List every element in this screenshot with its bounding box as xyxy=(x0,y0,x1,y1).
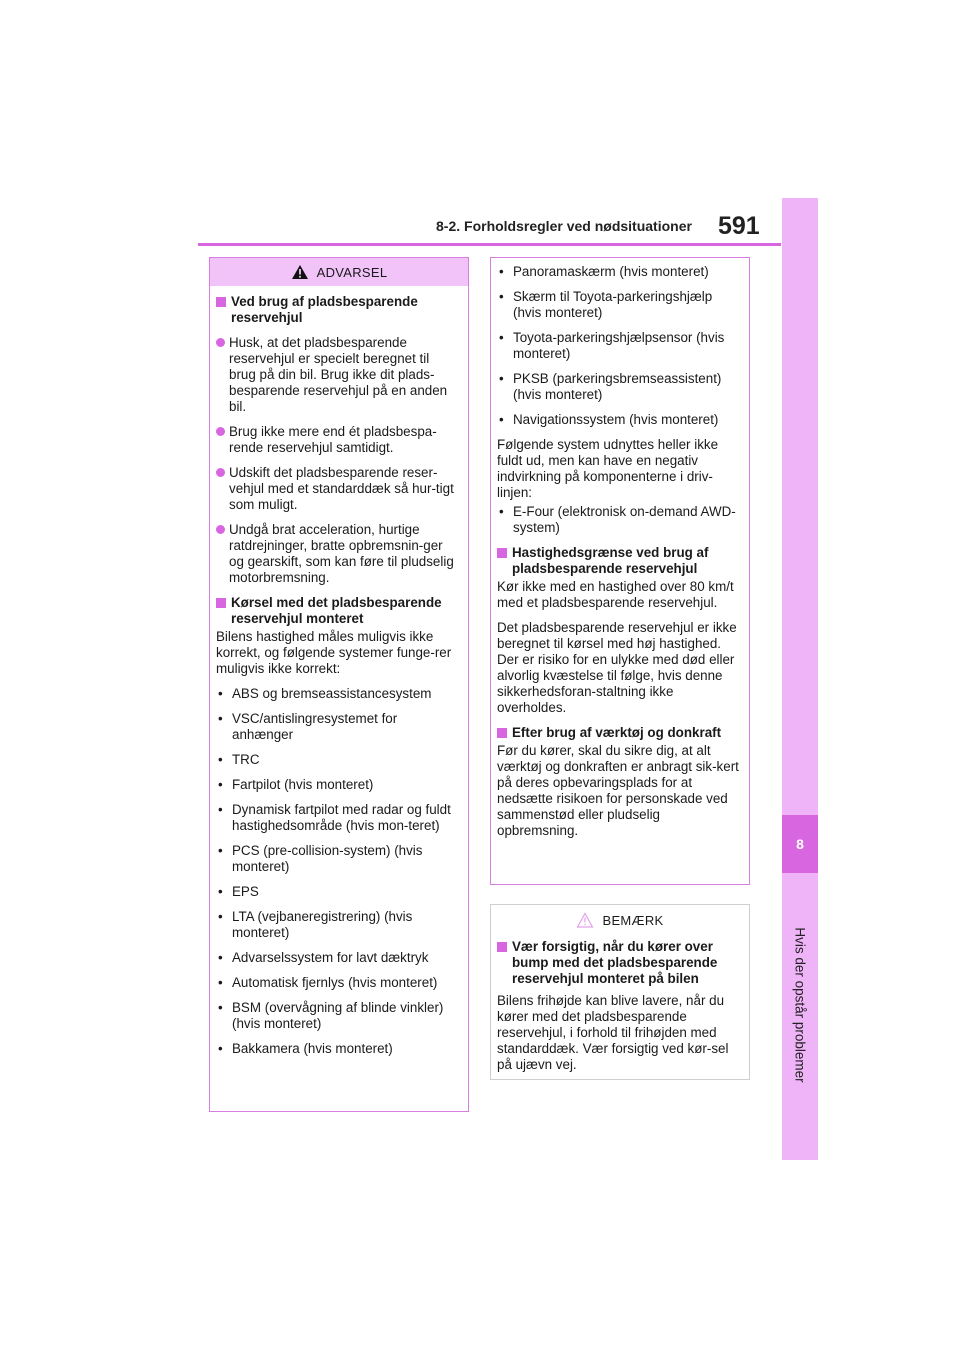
list-item: • VSC/antislingresystemet for anhænger xyxy=(218,711,398,742)
warning-header xyxy=(210,258,468,286)
warning-triangle-icon xyxy=(291,264,309,280)
paragraph: Bilens frihøjde kan blive lavere, når du kører med det pladsbesparende reservehjul, i forhold til frihøjden med standarddæk. Vær forsigtig ved kør-sel på ujævn vej. xyxy=(497,993,729,1072)
list-item: • E-Four (elektronisk on-demand AWD-system) xyxy=(499,504,736,535)
list-item: Udskift det pladsbesparende reser-vehjul med et standarddæk så hur-tigt som muligt. xyxy=(216,465,458,513)
section-heading: Kørsel med det pladsbesparende reservehjul monteret xyxy=(216,595,458,627)
square-bullet-icon xyxy=(497,942,507,952)
list-item: • EPS xyxy=(218,884,259,899)
section-heading: Ved brug af pladsbesparende reservehjul xyxy=(216,294,458,326)
list-item: • Bakkamera (hvis monteret) xyxy=(218,1041,393,1056)
notice-content xyxy=(491,935,749,1086)
list-item: Undgå brat acceleration, hurtige ratdrejninger, bratte opbremsnin-ger og gearskift, som kan føre til pludselig motorbremsning. xyxy=(216,522,458,586)
notice-title: BEMÆRK xyxy=(602,912,664,928)
paragraph: Før du kører, skal du sikre dig, at alt værktøj og donkraften er anbragt sik-kert på deres opbevaringsplads for at nedsætte risikoen for personskade ved sammenstød eller pludselig opbremsning. xyxy=(497,743,739,838)
list-item: • Navigationssystem (hvis monteret) xyxy=(499,412,719,427)
section-heading: Hastighedsgrænse ved brug af pladsbesparende reservehjul xyxy=(497,545,739,577)
page-number: 591 xyxy=(718,212,760,240)
square-bullet-icon xyxy=(497,728,507,738)
list-item: • Skærm til Toyota-parkeringshjælp (hvis monteret) xyxy=(499,289,713,320)
warning-box-continued xyxy=(490,257,750,885)
list-item: • Advarselssystem for lavt dæktryk xyxy=(218,950,429,965)
list-item: • TRC xyxy=(218,752,260,767)
notice-box xyxy=(490,904,750,1080)
list-item: Husk, at det pladsbesparende reservehjul er specielt beregnet til brug på din bil. Brug ikke dit plads-besparende reservehjul på en anden bil. xyxy=(216,335,458,415)
square-bullet-icon xyxy=(216,297,226,307)
round-bullet-icon xyxy=(216,468,225,477)
warning-content-continued xyxy=(491,258,749,852)
warning-content xyxy=(210,286,468,1070)
warning-title: ADVARSEL xyxy=(316,264,388,280)
header-rule xyxy=(198,243,781,246)
chapter-number: 8 xyxy=(782,815,818,873)
section-heading: Efter brug af værktøj og donkraft xyxy=(497,725,739,741)
warning-box xyxy=(209,257,469,1112)
round-bullet-icon xyxy=(216,427,225,436)
list-item: • PKSB (parkeringsbremseassistent) (hvis monteret) xyxy=(499,371,722,402)
list-item: • LTA (vejbaneregistrering) (hvis monteret) xyxy=(218,909,413,940)
list-item: • Automatisk fjernlys (hvis monteret) xyxy=(218,975,438,990)
list-item: • Toyota-parkeringshjælpsensor (hvis monteret) xyxy=(499,330,725,361)
paragraph: Bilens hastighed måles muligvis ikke korrekt, og følgende systemer funge-rer muligvis ikke korrekt: xyxy=(216,629,452,676)
round-bullet-icon xyxy=(216,525,225,534)
caution-triangle-icon xyxy=(576,912,594,928)
paragraph: Kør ikke med en hastighed over 80 km/t med et pladsbesparende reservehjul. xyxy=(497,579,734,610)
list-item: • BSM (overvågning af blinde vinkler) (hvis monteret) xyxy=(218,1000,444,1031)
section-heading: Vær forsigtig, når du kører over bump med det pladsbesparende reservehjul monteret på bilen xyxy=(497,939,739,987)
paragraph: Det pladsbesparende reservehjul er ikke beregnet til kørsel med høj hastighed. Der er risiko for en ulykke med død eller alvorlig kvæstelse til følge, hvis denne sikkerhedsforan-staltning ikke overholdes. xyxy=(497,620,737,715)
paragraph: Følgende system udnyttes heller ikke fuldt ud, men kan have en negativ indvirkning på komponenterne i driv-linjen: xyxy=(497,437,719,500)
square-bullet-icon xyxy=(216,598,226,608)
list-item: • Fartpilot (hvis monteret) xyxy=(218,777,374,792)
chapter-title: Hvis der opstår problemer xyxy=(792,927,808,1083)
notice-header xyxy=(491,905,749,935)
list-item: • Panoramaskærm (hvis monteret) xyxy=(499,264,709,279)
list-item: Brug ikke mere end ét pladsbespa-rende reservehjul samtidigt. xyxy=(216,424,458,456)
square-bullet-icon xyxy=(497,548,507,558)
round-bullet-icon xyxy=(216,338,225,347)
section-title: 8-2. Forholdsregler ved nødsituationer xyxy=(436,218,692,234)
list-item: • PCS (pre-collision-system) (hvis monteret) xyxy=(218,843,423,874)
list-item: • ABS og bremseassistancesystem xyxy=(218,686,432,701)
list-item: • Dynamisk fartpilot med radar og fuldt hastighedsområde (hvis mon-teret) xyxy=(218,802,451,833)
